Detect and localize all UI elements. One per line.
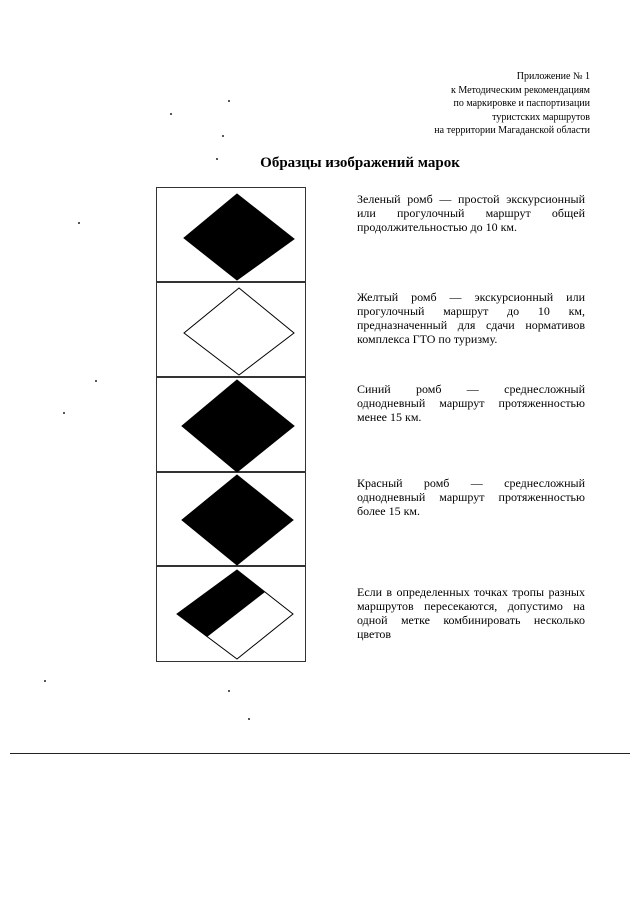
scan-speck xyxy=(228,690,230,692)
scan-speck xyxy=(44,680,46,682)
appendix-line: туристских маршрутов xyxy=(492,111,590,123)
appendix-line: Приложение № 1 xyxy=(516,71,590,82)
scan-speck xyxy=(222,135,224,137)
scan-speck xyxy=(248,718,250,720)
scan-speck xyxy=(216,158,218,160)
mark-cell xyxy=(156,472,306,566)
appendix-line: по маркировке и паспортизации xyxy=(453,98,590,109)
rhombus-shape xyxy=(184,288,294,375)
mark-description-3: Синий ромб — среднесложный однодневный маршрут протяженностью менее 15 км. xyxy=(357,382,585,424)
mark-description-5: Если в определенных точках тропы разных маршрутов пересекаются, допустимо на одной метке комбинировать несколько цветов xyxy=(357,585,585,641)
mark-cell xyxy=(156,566,306,662)
page-divider xyxy=(10,753,630,754)
appendix-note xyxy=(290,70,590,138)
mark-cell xyxy=(156,282,306,377)
page-title: Образцы изображений марок xyxy=(260,155,460,171)
mark-description-1: Зеленый ромб — простой экскурсионный или прогулочный маршрут общей продолжительностью до 10 км. xyxy=(357,192,585,234)
scan-speck xyxy=(63,412,65,414)
red-rhombus-icon xyxy=(157,473,307,567)
appendix-line: к Методическим рекомендациям xyxy=(450,84,590,96)
blue-rhombus-icon xyxy=(157,378,307,473)
green-rhombus-icon xyxy=(157,188,307,283)
rhombus-shape xyxy=(184,194,294,280)
scan-speck xyxy=(170,113,172,115)
scan-speck xyxy=(228,100,230,102)
mark-cell xyxy=(156,377,306,472)
combined-rhombus-icon xyxy=(157,567,307,663)
scan-speck xyxy=(78,222,80,224)
mark-cell xyxy=(156,187,306,282)
mark-description-2: Желтый ромб — экскурсионный или прогулочный маршрут до 10 км, предназначенный для сдачи нормативов комплекса ГТО по туризму. xyxy=(357,290,585,346)
rhombus-shape xyxy=(182,380,294,472)
rhombus-shape xyxy=(182,475,293,565)
yellow-rhombus-icon xyxy=(157,283,307,378)
appendix-line: на территории Магаданской области xyxy=(434,125,590,136)
mark-description-4: Красный ромб — среднесложный однодневный маршрут протяженностью более 15 км. xyxy=(357,476,585,518)
scan-speck xyxy=(95,380,97,382)
